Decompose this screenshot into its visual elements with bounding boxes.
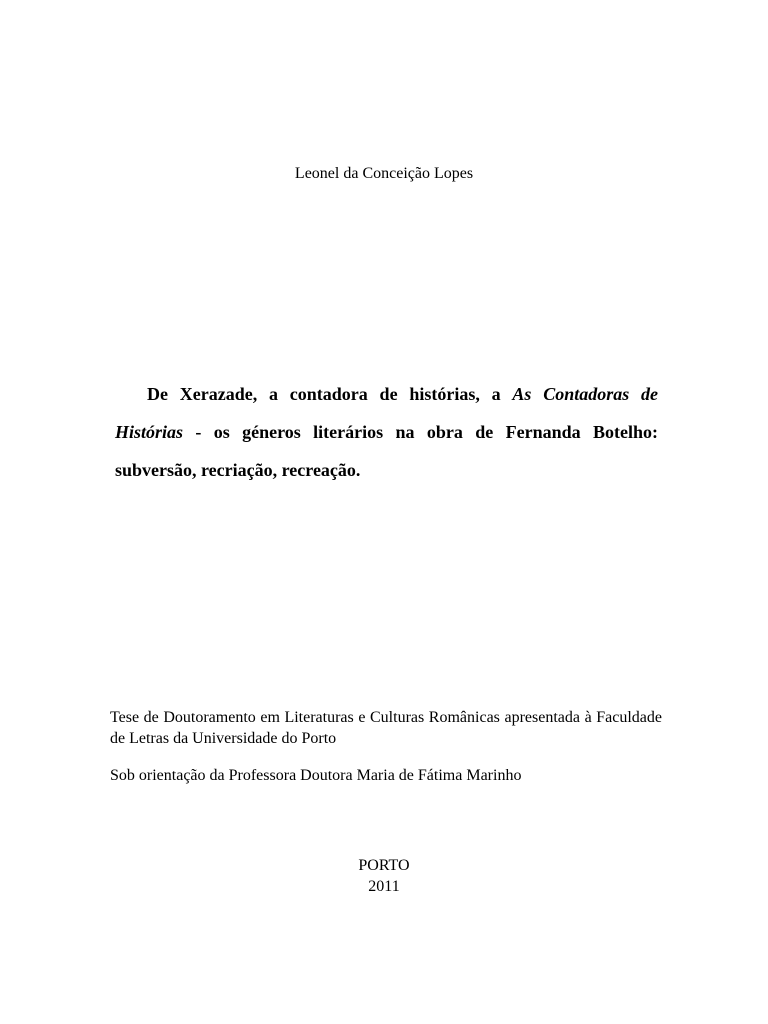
title-text-part1: De Xerazade, a contadora de histórias, a xyxy=(147,384,513,404)
thesis-statement: Tese de Doutoramento em Literaturas e Culturas Românicas apresentada à Faculdade de Letras da Universidade do Porto xyxy=(110,709,662,747)
supervisor-line: Sob orientação da Professora Doutora Maria de Fátima Marinho xyxy=(110,767,522,784)
title-italic-work: As Contadoras de Histórias xyxy=(115,384,658,442)
year-label: 2011 xyxy=(368,878,400,895)
author-name: Leonel da Conceição Lopes xyxy=(294,165,474,182)
title-text-part2: - os géneros literários na obra de Fernanda Botelho: subversão, recriação, recreação. xyxy=(115,422,658,480)
thesis-title xyxy=(115,375,658,489)
city-label: PORTO xyxy=(358,857,410,874)
